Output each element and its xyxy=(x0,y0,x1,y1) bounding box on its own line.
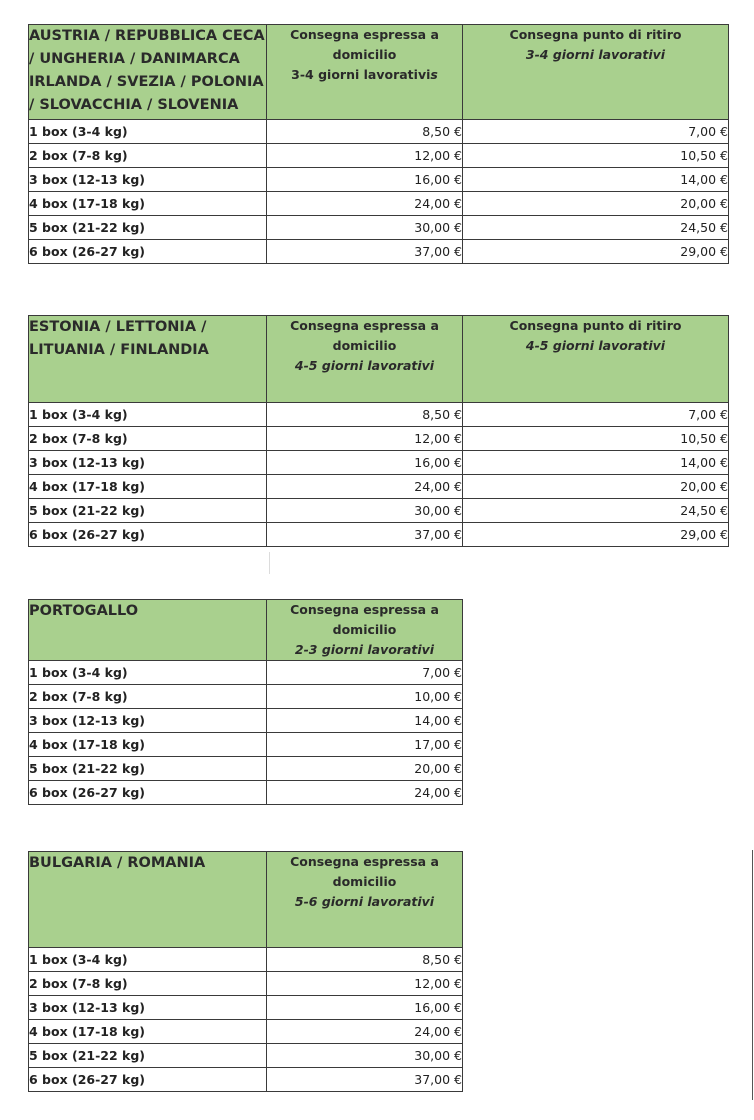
table-row xyxy=(29,216,729,240)
price-pickup: 29,00 € xyxy=(463,523,729,547)
price-home: 24,00 € xyxy=(267,781,463,805)
box-label: 5 box (21-22 kg) xyxy=(29,1044,267,1068)
table-row xyxy=(29,781,463,805)
table-row xyxy=(29,403,729,427)
service-days: 4-5 giorni lavorativi xyxy=(525,338,666,353)
service-days: 3-4 giorni lavorativi xyxy=(525,47,666,62)
price-home: 10,00 € xyxy=(267,685,463,709)
table-header-row xyxy=(29,316,729,403)
table-row xyxy=(29,757,463,781)
price-home: 12,00 € xyxy=(267,144,463,168)
box-label: 3 box (12-13 kg) xyxy=(29,709,267,733)
price-home: 20,00 € xyxy=(267,757,463,781)
service-title: Consegna espressa a domicilio xyxy=(290,318,439,353)
service-title: Consegna espressa a domicilio xyxy=(290,854,439,889)
box-label: 6 box (26-27 kg) xyxy=(29,1068,267,1092)
table-header-row xyxy=(29,25,729,120)
service-pickup-point-header xyxy=(463,25,729,120)
table-row xyxy=(29,192,729,216)
table-row xyxy=(29,733,463,757)
price-home: 37,00 € xyxy=(267,240,463,264)
shipping-table-portugal xyxy=(28,599,463,805)
table-row xyxy=(29,240,729,264)
price-pickup: 24,50 € xyxy=(463,499,729,523)
price-pickup: 14,00 € xyxy=(463,451,729,475)
table-row xyxy=(29,709,463,733)
service-pickup-point-header xyxy=(463,316,729,403)
box-label: 3 box (12-13 kg) xyxy=(29,168,267,192)
price-home: 30,00 € xyxy=(267,499,463,523)
box-label: 6 box (26-27 kg) xyxy=(29,523,267,547)
price-home: 24,00 € xyxy=(267,475,463,499)
service-home-delivery-header xyxy=(267,316,463,403)
table-row xyxy=(29,120,729,144)
shipping-table-bulgaria-romania xyxy=(28,851,463,1092)
price-pickup: 24,50 € xyxy=(463,216,729,240)
faint-gridline xyxy=(269,552,270,574)
price-home: 12,00 € xyxy=(267,972,463,996)
service-days: 4-5 giorni lavorativi xyxy=(294,358,435,373)
shipping-table-central-europe xyxy=(28,24,729,264)
country-header: BULGARIA / ROMANIA xyxy=(29,852,267,948)
page-edge-line xyxy=(752,850,753,1100)
box-label: 1 box (3-4 kg) xyxy=(29,661,267,685)
box-label: 2 box (7-8 kg) xyxy=(29,685,267,709)
price-home: 16,00 € xyxy=(267,451,463,475)
price-home: 12,00 € xyxy=(267,427,463,451)
price-pickup: 7,00 € xyxy=(463,120,729,144)
table-header-row xyxy=(29,600,463,661)
service-title: Consegna espressa a domicilio xyxy=(290,602,439,637)
service-title: Consegna punto di ritiro xyxy=(509,318,682,333)
price-home: 24,00 € xyxy=(267,1020,463,1044)
price-home: 24,00 € xyxy=(267,192,463,216)
country-header: AUSTRIA / REPUBBLICA CECA / UNGHERIA / DANIMARCA IRLANDA / SVEZIA / POLONIA / SLOVACCHIA / SLOVENIA xyxy=(29,25,267,120)
price-home: 8,50 € xyxy=(267,403,463,427)
price-pickup: 10,50 € xyxy=(463,427,729,451)
table-row xyxy=(29,948,463,972)
box-label: 4 box (17-18 kg) xyxy=(29,475,267,499)
price-home: 7,00 € xyxy=(267,661,463,685)
price-home: 17,00 € xyxy=(267,733,463,757)
box-label: 5 box (21-22 kg) xyxy=(29,216,267,240)
table-row xyxy=(29,499,729,523)
box-label: 4 box (17-18 kg) xyxy=(29,733,267,757)
table-row xyxy=(29,168,729,192)
box-label: 5 box (21-22 kg) xyxy=(29,499,267,523)
table-row xyxy=(29,972,463,996)
price-home: 16,00 € xyxy=(267,996,463,1020)
service-days: 5-6 giorni lavorativi xyxy=(294,894,435,909)
price-home: 37,00 € xyxy=(267,523,463,547)
table-row xyxy=(29,451,729,475)
price-pickup: 20,00 € xyxy=(463,475,729,499)
table-row xyxy=(29,1044,463,1068)
table-header-row xyxy=(29,852,463,948)
box-label: 6 box (26-27 kg) xyxy=(29,781,267,805)
box-label: 1 box (3-4 kg) xyxy=(29,948,267,972)
box-label: 4 box (17-18 kg) xyxy=(29,192,267,216)
service-title: Consegna punto di ritiro xyxy=(509,27,682,42)
box-label: 2 box (7-8 kg) xyxy=(29,972,267,996)
service-title: Consegna espressa a domicilio xyxy=(290,27,439,62)
box-label: 6 box (26-27 kg) xyxy=(29,240,267,264)
price-pickup: 29,00 € xyxy=(463,240,729,264)
box-label: 1 box (3-4 kg) xyxy=(29,120,267,144)
price-pickup: 10,50 € xyxy=(463,144,729,168)
price-home: 30,00 € xyxy=(267,1044,463,1068)
price-home: 8,50 € xyxy=(267,948,463,972)
box-label: 4 box (17-18 kg) xyxy=(29,1020,267,1044)
price-home: 14,00 € xyxy=(267,709,463,733)
table-row xyxy=(29,1020,463,1044)
price-home: 8,50 € xyxy=(267,120,463,144)
box-label: 2 box (7-8 kg) xyxy=(29,427,267,451)
box-label: 1 box (3-4 kg) xyxy=(29,403,267,427)
country-header: PORTOGALLO xyxy=(29,600,267,661)
service-days: 3-4 giorni lavorativis xyxy=(291,67,438,82)
table-row xyxy=(29,144,729,168)
box-label: 5 box (21-22 kg) xyxy=(29,757,267,781)
table-row xyxy=(29,523,729,547)
table-row xyxy=(29,685,463,709)
box-label: 2 box (7-8 kg) xyxy=(29,144,267,168)
table-row xyxy=(29,475,729,499)
service-days: 2-3 giorni lavorativi xyxy=(294,642,435,657)
country-header: ESTONIA / LETTONIA / LITUANIA / FINLANDIA xyxy=(29,316,267,403)
table-row xyxy=(29,661,463,685)
table-row xyxy=(29,427,729,451)
price-home: 16,00 € xyxy=(267,168,463,192)
table-row xyxy=(29,1068,463,1092)
box-label: 3 box (12-13 kg) xyxy=(29,451,267,475)
service-home-delivery-header xyxy=(267,852,463,948)
price-pickup: 14,00 € xyxy=(463,168,729,192)
shipping-table-baltic-finland xyxy=(28,315,729,547)
table-row xyxy=(29,996,463,1020)
price-pickup: 20,00 € xyxy=(463,192,729,216)
box-label: 3 box (12-13 kg) xyxy=(29,996,267,1020)
price-home: 30,00 € xyxy=(267,216,463,240)
price-pickup: 7,00 € xyxy=(463,403,729,427)
price-home: 37,00 € xyxy=(267,1068,463,1092)
service-home-delivery-header xyxy=(267,25,463,120)
service-home-delivery-header xyxy=(267,600,463,661)
